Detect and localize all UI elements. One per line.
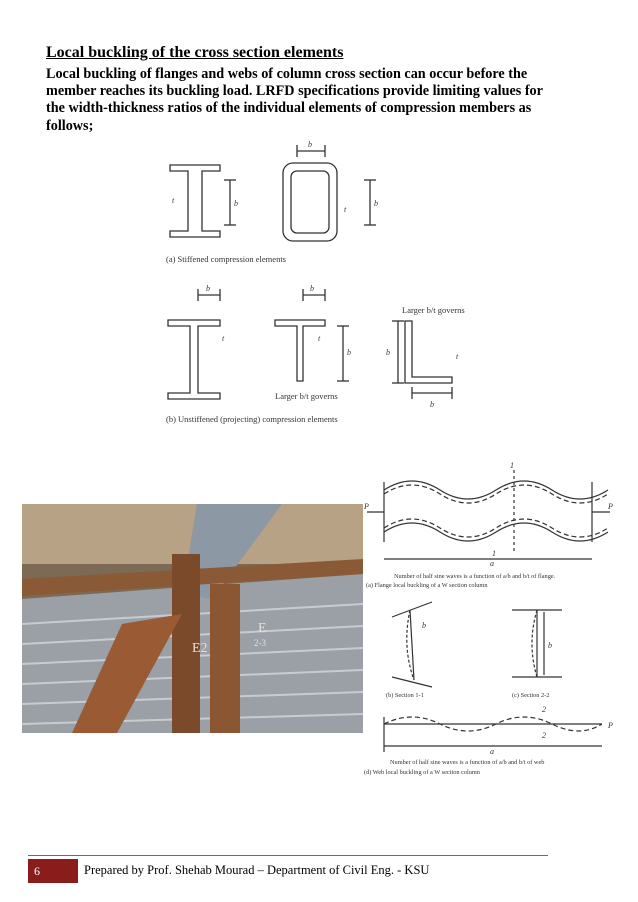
dim-label-b: b <box>347 348 351 357</box>
section-mark-1: 1 <box>492 549 496 558</box>
dim-label-b: b <box>234 199 238 208</box>
page-number: 6 <box>28 859 78 883</box>
footer-credit: Prepared by Prof. Shehab Mourad – Department of Civil Eng. - KSU <box>84 863 430 877</box>
dim-label-b: b <box>374 199 378 208</box>
caption-stiffened: (a) Stiffened compression elements <box>166 254 286 264</box>
label-larger-bt-governs: Larger b/t governs <box>402 305 465 315</box>
caption-unstiffened: (b) Unstiffened (projecting) compression elements <box>166 414 338 424</box>
note-flange-waves: Number of half sine waves is a function of a/b and b/t of flange. <box>394 573 556 580</box>
footer-divider <box>28 855 548 856</box>
section-mark-1: 1 <box>510 462 514 470</box>
section-mark-2: 2 <box>542 705 546 714</box>
section-heading: Local buckling of the cross section elements <box>46 44 344 61</box>
dim-label-b: b <box>206 284 210 293</box>
dim-label-t: t <box>172 196 175 205</box>
dim-label-b: b <box>422 621 426 630</box>
photo-marking-e2: E2 <box>192 641 208 656</box>
photo-marking-2-3: 2-3 <box>254 638 266 648</box>
load-label-p: P <box>364 502 369 511</box>
dim-label-t: t <box>344 205 347 214</box>
local-buckling-figure <box>362 462 618 780</box>
caption-web-buckling: (d) Web local buckling of a W section column <box>364 769 480 776</box>
caption-section-1-1: (b) Section 1-1 <box>386 692 424 699</box>
dim-label-b: b <box>310 284 314 293</box>
load-label-p: P <box>608 502 613 511</box>
photo-marking-e: E <box>258 621 267 636</box>
compression-elements-figure <box>150 135 490 430</box>
dim-label-b: b <box>430 400 434 409</box>
dim-label-a: a <box>490 559 494 568</box>
label-larger-bt-governs: Larger b/t governs <box>275 391 338 401</box>
dim-label-t: t <box>456 352 459 361</box>
load-label-p: P <box>608 721 613 730</box>
note-web-waves: Number of half sine waves is a function of a/b and b/t of web <box>390 759 545 766</box>
caption-section-2-2: (c) Section 2-2 <box>512 692 550 699</box>
dim-label-b: b <box>548 641 552 650</box>
dim-label-b: b <box>386 348 390 357</box>
dim-label-b: b <box>308 140 312 149</box>
dim-label-a: a <box>490 747 494 756</box>
buckled-steel-photo <box>22 504 363 733</box>
section-mark-2: 2 <box>542 731 546 740</box>
caption-flange-buckling: (a) Flange local buckling of a W section column <box>366 582 488 589</box>
dim-label-t: t <box>222 334 225 343</box>
dim-label-t: t <box>318 334 321 343</box>
intro-paragraph: Local buckling of flanges and webs of column cross section can occur before the member reaches its buckling load. LRFD specifications provide limiting values for the width-thickness ratios of the individual elements of compression members as follows; <box>46 66 543 134</box>
